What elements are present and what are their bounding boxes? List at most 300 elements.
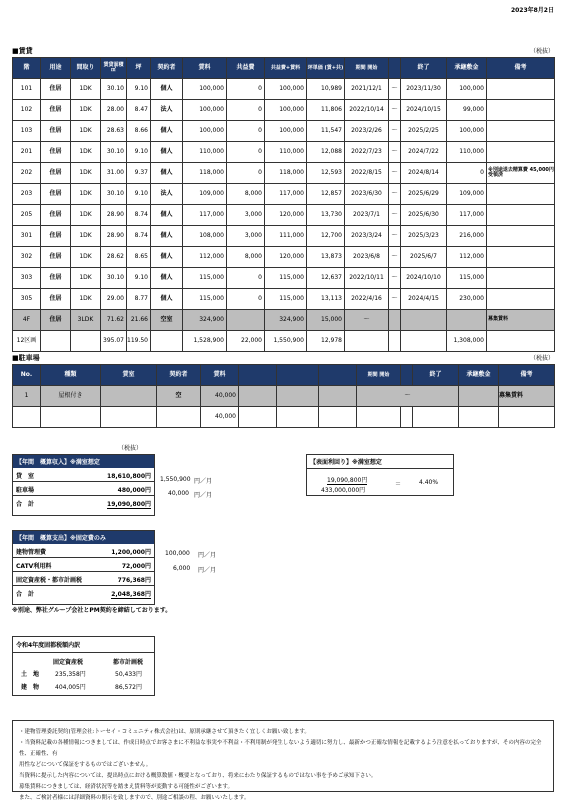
cell-remarks [487,184,555,205]
cell-deposit: 112,000 [447,247,487,268]
cell-remarks [487,205,555,226]
cell-period-start: ～ [345,310,389,331]
expense-catv-label: CATV利用料 [16,563,52,570]
cell-contractor: 個人 [151,163,183,184]
parking-header-type: 種類 [41,365,101,386]
cell-contractor: 個人 [151,205,183,226]
cell-common-fee: 0 [227,268,265,289]
cell-deposit: 115,000 [447,268,487,289]
cell-area: 29.00 [101,289,127,310]
cell-use: 住居 [41,205,71,226]
income-room-label: 貸 室 [16,473,35,480]
cell-period-end: 2024/10/15 [401,100,447,121]
cell-tsubo: 9.10 [127,142,151,163]
cell-rent: 1,528,900 [183,331,227,352]
parking-tax-note: （税抜） [529,355,554,362]
header-layout: 間取り [71,58,101,79]
cell-period-end [401,331,447,352]
parking-table [12,364,555,428]
cell-tsubo: 9.10 [127,79,151,100]
cell-layout: 1DK [71,268,101,289]
cell-period-end: 2025/6/29 [401,184,447,205]
cell-use: 住居 [41,310,71,331]
cell-floor: 4F [13,310,41,331]
period-tilde: ～ [389,289,401,310]
expense-catv-monthly-unit: 円／月 [198,567,217,574]
parking-period-tilde: ～ [357,386,459,407]
cell-common-fee: 0 [227,142,265,163]
tax-land-label: 土 地 [21,671,40,678]
cell-deposit: 109,000 [447,184,487,205]
cell-area: 71.62 [101,310,127,331]
period-tilde: ～ [389,100,401,121]
cell-tsubo-price: 13,873 [307,247,345,268]
cell-remarks [487,142,555,163]
cell-layout: 1DK [71,247,101,268]
cell-area: 30.10 [101,79,127,100]
period-tilde: ～ [389,163,401,184]
tax-building-label: 建 物 [21,684,40,691]
cell-rent-plus-fee: 115,000 [265,289,307,310]
tax-header-city: 都市計画税 [113,659,144,666]
cell-floor: 101 [13,79,41,100]
cell-tsubo-price: 15,000 [307,310,345,331]
cell-common-fee: 0 [227,121,265,142]
cell-deposit: 1,308,000 [447,331,487,352]
cell-area: 28.90 [101,226,127,247]
cell-tsubo: 8.47 [127,100,151,121]
cell-use: 住居 [41,79,71,100]
cell-period-start: 2022/8/15 [345,163,389,184]
cell-tsubo: 8.77 [127,289,151,310]
cell-remarks [487,79,555,100]
income-parking-label: 駐車場 [16,487,35,494]
cell-floor: 102 [13,100,41,121]
rent-row [13,100,555,121]
cell-use [41,331,71,352]
cell-tsubo: 8.74 [127,205,151,226]
parking-header-start: 期間 開始 [357,365,401,386]
cell-floor: 305 [13,289,41,310]
tax-building-city: 86,572円 [115,684,142,691]
cell-period-end: 2024/7/22 [401,142,447,163]
parking-header-blank1 [239,365,277,386]
tax-land-city: 50,433円 [115,671,142,678]
expense-mgmt-monthly-unit: 円／月 [198,552,217,559]
cell-common-fee: 0 [227,79,265,100]
header-rent: 賃料 [183,58,227,79]
cell-rent: 118,000 [183,163,227,184]
cell-common-fee: 22,000 [227,331,265,352]
cell-period-start: 2023/6/8 [345,247,389,268]
parking-header-blank3 [319,365,357,386]
rent-tax-note: （税抜） [529,48,554,55]
cell-common-fee [227,310,265,331]
period-tilde: ～ [389,184,401,205]
cell-remarks [487,268,555,289]
cell-use: 住居 [41,247,71,268]
cell-rent: 324,900 [183,310,227,331]
income-tax-note: （税抜） [118,445,143,452]
cell-common-fee: 3,000 [227,226,265,247]
expense-total-value: 2,048,368円 [111,591,151,598]
cell-tsubo-price: 11,547 [307,121,345,142]
cell-rent: 112,000 [183,247,227,268]
cell-rent-plus-fee: 100,000 [265,79,307,100]
expense-mgmt-label: 建物管理費 [16,549,47,556]
document-date: 2023年8月2日 [510,7,554,14]
cell-contractor: 個人 [151,247,183,268]
cell-contractor: 法人 [151,100,183,121]
cell-tsubo: 21.66 [127,310,151,331]
cell-tsubo-price: 12,700 [307,226,345,247]
cell-deposit: 110,000 [447,142,487,163]
parking-rent: 40,000 [201,386,239,407]
cell-period-end: 2024/8/14 [401,163,447,184]
expense-total-label: 合 計 [16,591,35,598]
rent-row [13,79,555,100]
cell-period-end: 2023/11/30 [401,79,447,100]
income-box [12,454,155,516]
header-remarks: 備考 [487,58,555,79]
cell-layout [71,331,101,352]
note-line: 用性などについて保証をするものではございません。 [19,762,152,768]
yield-box [306,454,454,496]
rent-row [13,184,555,205]
disclaimer-notes [19,727,547,804]
cell-period-end: 2025/6/30 [401,205,447,226]
cell-period-end: 2025/6/7 [401,247,447,268]
tax-title: 令和4年度固都税額内訳 [13,637,154,653]
parking-header-no: No. [13,365,41,386]
yield-title: 【表面利回り】※満室想定 [307,455,453,469]
cell-remarks [487,247,555,268]
cell-contractor: 法人 [151,184,183,205]
note-line: 当資料に提示した内容については、提出時点における概算数値・概要となっており、将来にわたり保証するものではない事を予めご承知下さい。 [19,773,377,779]
cell-common-fee: 3,000 [227,205,265,226]
cell-period-start: 2023/3/24 [345,226,389,247]
cell-area: 28.62 [101,247,127,268]
header-tsubo-price: 坪単価 (賃+共) [307,58,345,79]
cell-deposit: 99,000 [447,100,487,121]
cell-common-fee: 8,000 [227,184,265,205]
cell-area: 30.10 [101,268,127,289]
cell-use: 住居 [41,184,71,205]
cell-tsubo-price: 11,806 [307,100,345,121]
expense-catv-value: 72,000円 [121,563,151,570]
period-tilde: ～ [389,121,401,142]
note-line: ・当資料記載の各種情報につきましては、作成日時点でお客さまに不利益な事実や不利益・不利用制が発生しないよう適切に努力し、最新かつ正確な情報を記載するよう注意を払っておりますが、その内容の完全性、正確性、有 [19,740,542,757]
period-tilde: ～ [389,268,401,289]
cell-deposit [447,310,487,331]
tax-land-fixed: 235,358円 [55,671,86,678]
cell-tsubo-price: 13,113 [307,289,345,310]
note-line: 募集賃料につきましては、経済状況等を踏まえ賃料等が変動する可能性がございます。 [19,784,233,790]
cell-tsubo-price: 10,989 [307,79,345,100]
income-parking-monthly: 40,000 [168,490,189,497]
expense-mgmt-value: 1,200,000円 [111,549,151,556]
cell-period-start: 2022/10/14 [345,100,389,121]
expense-catv-monthly: 6,000 [173,565,191,572]
expense-note: ※別途、弊社グループ会社とPM契約を締結しております。 [12,607,172,614]
cell-floor: 202 [13,163,41,184]
parking-header-end: 終了 [413,365,459,386]
rent-row [13,142,555,163]
cell-use: 住居 [41,289,71,310]
cell-period-start: 2022/7/23 [345,142,389,163]
parking-header-remarks: 備考 [499,365,555,386]
yield-value: 4.40% [419,479,439,486]
cell-rent: 100,000 [183,79,227,100]
cell-floor: 203 [13,184,41,205]
tax-building-fixed: 404,005円 [55,684,86,691]
cell-rent: 117,000 [183,205,227,226]
cell-rent-plus-fee: 324,900 [265,310,307,331]
cell-common-fee: 0 [227,163,265,184]
cell-remarks [487,226,555,247]
cell-area: 30.10 [101,184,127,205]
cell-deposit: 230,000 [447,289,487,310]
cell-floor: 302 [13,247,41,268]
cell-layout: 1DK [71,163,101,184]
income-room-monthly-unit: 円／月 [194,478,213,485]
cell-period-start: 2023/6/30 [345,184,389,205]
cell-rent-plus-fee: 120,000 [265,247,307,268]
income-total-value: 19,090,800円 [107,501,151,508]
cell-deposit: 0 [447,163,487,184]
income-parking-value: 480,000円 [117,487,151,494]
cell-use: 住居 [41,268,71,289]
header-use: 用途 [41,58,71,79]
cell-rent: 100,000 [183,121,227,142]
rent-table [12,57,555,352]
cell-tsubo: 8.65 [127,247,151,268]
cell-layout: 1DK [71,121,101,142]
expense-tax-value: 776,368円 [117,577,151,584]
cell-tsubo-price: 13,730 [307,205,345,226]
disclaimer-box [12,720,554,801]
cell-floor: 12区画 [13,331,41,352]
cell-remarks [487,121,555,142]
cell-remarks: 募集賃料 [487,310,555,331]
cell-layout: 1DK [71,100,101,121]
cell-rent-plus-fee: 100,000 [265,100,307,121]
cell-use: 住居 [41,100,71,121]
parking-sum: 40,000 [201,407,239,428]
cell-period-start: 2022/10/11 [345,268,389,289]
cell-deposit: 117,000 [447,205,487,226]
cell-period-end: 2024/10/10 [401,268,447,289]
cell-tsubo-price: 12,637 [307,268,345,289]
cell-period-start: 2021/12/1 [345,79,389,100]
parking-header-rent: 賃料 [201,365,239,386]
cell-common-fee: 0 [227,289,265,310]
expense-title: 【年間 概算支出】※固定費のみ [13,531,154,544]
cell-period-end: 2025/2/25 [401,121,447,142]
cell-area: 28.63 [101,121,127,142]
cell-layout: 1DK [71,226,101,247]
expense-tax-label: 固定資産税・都市計画税 [16,577,83,584]
income-parking-monthly-unit: 円／月 [194,492,213,499]
cell-layout: 1DK [71,184,101,205]
cell-layout: 1DK [71,142,101,163]
cell-tsubo-price: 12,978 [307,331,345,352]
rent-vacant-row [13,310,555,331]
cell-remarks [487,100,555,121]
period-tilde: ～ [389,205,401,226]
cell-period-start: 2023/2/26 [345,121,389,142]
parking-header-blank2 [277,365,319,386]
cell-tsubo-price: 12,857 [307,184,345,205]
cell-tsubo-price: 12,593 [307,163,345,184]
cell-period-start: 2022/4/16 [345,289,389,310]
parking-header-blank4 [401,365,413,386]
parking-header-contractor: 契約者 [157,365,201,386]
cell-deposit: 100,000 [447,79,487,100]
cell-period-start: 2023/7/1 [345,205,389,226]
header-rent-plus-fee: 共益費+賃料 [265,58,307,79]
rent-total-row [13,331,555,352]
cell-deposit: 100,000 [447,121,487,142]
cell-tsubo-price: 12,088 [307,142,345,163]
cell-use: 住居 [41,142,71,163]
expense-mgmt-monthly: 100,000 [165,550,190,557]
cell-tsubo: 8.74 [127,226,151,247]
cell-rent-plus-fee: 110,000 [265,142,307,163]
cell-area: 30.10 [101,142,127,163]
cell-tsubo: 119.50 [127,331,151,352]
cell-tsubo: 9.10 [127,268,151,289]
parking-row [13,386,555,407]
header-floor: 階 [13,58,41,79]
cell-period-end [401,310,447,331]
cell-rent: 109,000 [183,184,227,205]
note-line: ・建物管理委託契約(管理会社:トーセイ・コミュニティ株式会社)は、原則承継させて頂きたく宜しくお願い致します。 [19,729,310,735]
cell-rent-plus-fee: 111,000 [265,226,307,247]
parking-no: 1 [13,386,41,407]
rent-row [13,289,555,310]
income-title: 【年間 概算収入】※満室想定 [13,455,154,468]
rent-row [13,268,555,289]
note-line: また、ご検討者様には詳細資料の開示を致しますので、別途ご相談の程、お願いいたします。 [19,795,250,801]
header-period-end: 終了 [401,58,447,79]
cell-contractor: 個人 [151,142,183,163]
cell-period-start [345,331,389,352]
cell-common-fee: 8,000 [227,247,265,268]
cell-remarks: ※別途退去精算費 45,000円受領済 [487,163,555,184]
cell-rent: 110,000 [183,142,227,163]
cell-contractor: 個人 [151,79,183,100]
rent-header-row [13,58,555,79]
cell-rent-plus-fee: 100,000 [265,121,307,142]
cell-floor: 303 [13,268,41,289]
cell-floor: 201 [13,142,41,163]
cell-rent-plus-fee: 120,000 [265,205,307,226]
period-tilde: ～ [389,247,401,268]
cell-contractor: 個人 [151,121,183,142]
rent-row [13,247,555,268]
cell-remarks [487,331,555,352]
cell-rent: 115,000 [183,268,227,289]
cell-layout: 3LDK [71,310,101,331]
cell-rent-plus-fee: 118,000 [265,163,307,184]
cell-use: 住居 [41,121,71,142]
header-deposit: 承継敷金 [447,58,487,79]
income-total-label: 合 計 [16,501,35,508]
cell-contractor: 個人 [151,226,183,247]
parking-remarks: 募集賃料 [499,386,555,407]
parking-contractor: 空 [157,386,201,407]
yield-numerator: 19,090,800円 [327,477,368,484]
header-common-fee: 共益費 [227,58,265,79]
cell-tsubo: 9.10 [127,184,151,205]
tax-header-fixed: 固定資産税 [53,659,84,666]
cell-rent: 115,000 [183,289,227,310]
header-blank [389,58,401,79]
cell-rent-plus-fee: 1,550,900 [265,331,307,352]
cell-tsubo: 8.66 [127,121,151,142]
cell-contractor: 個人 [151,268,183,289]
cell-use: 住居 [41,226,71,247]
period-tilde: ～ [389,79,401,100]
cell-floor: 301 [13,226,41,247]
cell-layout: 1DK [71,289,101,310]
cell-contractor: 個人 [151,289,183,310]
cell-contractor: 空室 [151,310,183,331]
parking-header-deposit: 承継敷金 [459,365,499,386]
rent-row [13,226,555,247]
income-room-monthly: 1,550,900 [160,476,191,483]
cell-area: 395.07 [101,331,127,352]
cell-rent-plus-fee: 117,000 [265,184,307,205]
cell-area: 31.00 [101,163,127,184]
tax-box [12,636,155,696]
parking-section-title: ■駐車場 [12,354,40,362]
rent-row [13,163,555,184]
cell-layout: 1DK [71,205,101,226]
expense-box [12,530,155,605]
yield-denominator: 433,000,000円 [321,487,366,494]
cell-use: 住居 [41,163,71,184]
cell-period-end: 2024/4/15 [401,289,447,310]
cell-rent: 108,000 [183,226,227,247]
parking-type: 屋根付き [41,386,101,407]
cell-period-end: 2025/3/23 [401,226,447,247]
rent-section-title: ■賃貸 [12,47,33,55]
cell-floor: 205 [13,205,41,226]
header-contractor: 契約者 [151,58,183,79]
header-tsubo: 坪 [127,58,151,79]
parking-header-room: 賃室 [101,365,157,386]
cell-tsubo: 9.37 [127,163,151,184]
rent-row [13,121,555,142]
period-tilde: ～ [389,226,401,247]
header-period-start: 期間 開始 [345,58,389,79]
cell-layout: 1DK [71,79,101,100]
cell-floor: 103 [13,121,41,142]
rent-row [13,205,555,226]
cell-deposit: 216,000 [447,226,487,247]
cell-area: 28.90 [101,205,127,226]
cell-rent: 100,000 [183,100,227,121]
cell-common-fee: 0 [227,100,265,121]
period-tilde: ～ [389,142,401,163]
cell-contractor [151,331,183,352]
cell-rent-plus-fee: 115,000 [265,268,307,289]
header-area: 賃貸面積 ㎡ [101,58,127,79]
yield-equals: ＝ [395,481,402,488]
cell-remarks [487,289,555,310]
